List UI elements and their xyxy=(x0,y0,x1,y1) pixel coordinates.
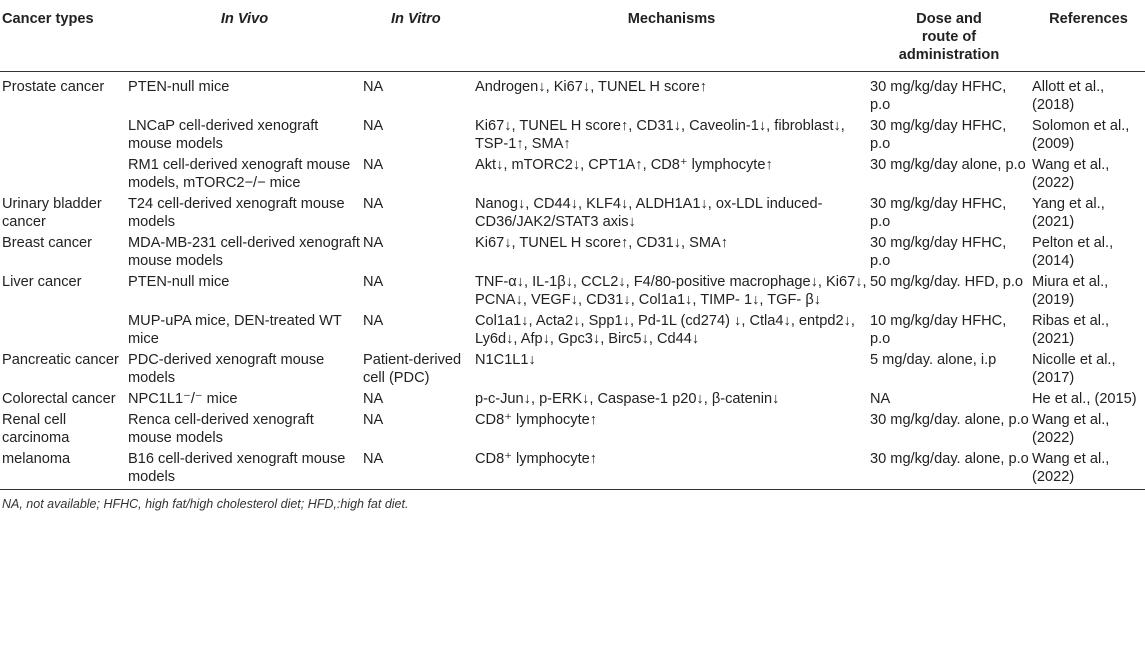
cell-mechanisms: Nanog↓, CD44↓, KLF4↓, ALDH1A1↓, ox-LDL induced-CD36/JAK2/STAT3 axis↓ xyxy=(475,196,823,230)
cell-cancer: melanoma xyxy=(2,451,71,467)
cell-mechanisms: Ki67↓, TUNEL H score↑, CD31↓, SMA↑ xyxy=(475,235,729,251)
cell-mechanisms: Col1a1↓, Acta2↓, Spp1↓, Pd-1L (cd274) ↓, Ctla4↓, entpd2↓, Ly6d↓, Afp↓, Gpc3↓, Birc5↓, Cd44↓ xyxy=(475,313,855,347)
header-in-vivo: In Vivo xyxy=(220,11,269,27)
cell-reference: He et al., (2015) xyxy=(1032,391,1137,407)
cell-in-vivo: PTEN-null mice xyxy=(128,274,230,290)
cell-reference: Nicolle et al., (2017) xyxy=(1032,352,1116,386)
table-row xyxy=(0,450,1145,490)
cell-cancer xyxy=(0,312,126,351)
cell-in-vitro: NA xyxy=(363,196,384,212)
table-row xyxy=(0,273,1145,312)
cell-mechanisms: CD8⁺ lymphocyte↑ xyxy=(475,451,598,467)
cell-dose: 50 mg/kg/day. HFD, p.o xyxy=(870,274,1024,290)
cell-dose: 5 mg/day. alone, i.p xyxy=(870,352,997,368)
cell-mechanisms: CD8⁺ lymphocyte↑ xyxy=(475,412,598,428)
cell-reference: Wang et al., (2022) xyxy=(1032,451,1110,485)
table-footnote: NA, not available; HFHC, high fat/high cholesterol diet; HFD,:high fat diet. xyxy=(2,497,409,511)
table-header xyxy=(0,1,1145,72)
cell-cancer: Urinary bladder cancer xyxy=(2,196,102,230)
cell-dose: 30 mg/kg/day. alone, p.o xyxy=(870,451,1029,467)
cell-reference: Wang et al., (2022) xyxy=(1032,157,1110,191)
cell-in-vivo: Renca cell-derived xenograft mouse models xyxy=(128,412,314,446)
cell-mechanisms: N1C1L1↓ xyxy=(475,352,536,368)
header-references: References xyxy=(1049,11,1128,27)
cell-reference: Solomon et al., (2009) xyxy=(1032,118,1130,152)
header-dose: Dose and route of administration xyxy=(898,11,1000,63)
cell-in-vitro: NA xyxy=(363,274,384,290)
cell-cancer: Breast cancer xyxy=(2,235,93,251)
cell-dose: 30 mg/kg/day HFHC, p.o xyxy=(870,235,1007,269)
cell-in-vivo: LNCaP cell-derived xenograft mouse models xyxy=(128,118,319,152)
table-row xyxy=(0,411,1145,450)
cell-dose: 30 mg/kg/day HFHC, p.o xyxy=(870,196,1007,230)
table-row xyxy=(0,312,1145,351)
cell-cancer: Renal cell carcinoma xyxy=(2,412,70,446)
cell-dose: 30 mg/kg/day alone, p.o xyxy=(870,157,1026,173)
cell-in-vitro: Patient-derived cell (PDC) xyxy=(363,352,462,386)
cell-in-vivo: T24 cell-derived xenograft mouse models xyxy=(128,196,345,230)
cell-reference: Pelton et al., (2014) xyxy=(1032,235,1114,269)
cell-in-vitro: NA xyxy=(363,157,384,173)
cell-dose: NA xyxy=(870,391,891,407)
table-row xyxy=(0,234,1145,273)
cell-dose: 30 mg/kg/day HFHC, p.o xyxy=(870,118,1007,152)
table-row xyxy=(0,195,1145,234)
cell-mechanisms: Akt↓, mTORC2↓, CPT1A↑, CD8⁺ lymphocyte↑ xyxy=(475,157,773,173)
cell-reference: Ribas et al., (2021) xyxy=(1032,313,1110,347)
table-row xyxy=(0,72,1145,118)
cell-dose: 30 mg/kg/day HFHC, p.o xyxy=(870,79,1007,113)
header-cancer-types: Cancer types xyxy=(2,11,94,27)
cell-cancer: Pancreatic cancer xyxy=(2,352,119,368)
cell-in-vitro: NA xyxy=(363,313,384,329)
table-row xyxy=(0,351,1145,390)
cell-in-vivo: PTEN-null mice xyxy=(128,79,230,95)
table-row xyxy=(0,117,1145,156)
cell-in-vivo: RM1 cell-derived xenograft mouse models, mTORC2−/− mice xyxy=(128,157,351,191)
cell-in-vivo: MUP-uPA mice, DEN-treated WT mice xyxy=(128,313,342,347)
cell-cancer: Colorectal cancer xyxy=(2,391,116,407)
cell-in-vivo: NPC1L1⁻/⁻ mice xyxy=(128,391,238,407)
cell-reference: Allott et al., (2018) xyxy=(1032,79,1105,113)
cell-mechanisms: TNF-α↓, IL-1β↓, CCL2↓, F4/80-positive macrophage↓, Ki67↓, PCNA↓, VEGF↓, CD31↓, Col1a1↓, TIMP- 1↓, TGF- β↓ xyxy=(475,274,867,308)
header-in-vitro: In Vitro xyxy=(391,11,441,27)
cell-in-vivo: PDC-derived xenograft mouse models xyxy=(128,352,325,386)
cell-cancer: Liver cancer xyxy=(2,274,82,290)
cell-in-vivo: B16 cell-derived xenograft mouse models xyxy=(128,451,346,485)
cell-cancer xyxy=(0,156,126,195)
cell-mechanisms: p-c-Jun↓, p-ERK↓, Caspase-1 p20↓, β-catenin↓ xyxy=(475,391,780,407)
cell-dose: 10 mg/kg/day HFHC, p.o xyxy=(870,313,1007,347)
cell-cancer: Prostate cancer xyxy=(2,79,105,95)
header-mechanisms: Mechanisms xyxy=(627,11,716,27)
table-row xyxy=(0,390,1145,411)
table-body xyxy=(0,72,1145,490)
table-row xyxy=(0,156,1145,195)
cell-reference: Yang et al., (2021) xyxy=(1032,196,1105,230)
cell-in-vitro: NA xyxy=(363,451,384,467)
cell-cancer xyxy=(0,117,126,156)
cell-reference: Wang et al., (2022) xyxy=(1032,412,1110,446)
cell-reference: Miura et al., (2019) xyxy=(1032,274,1109,308)
cell-dose: 30 mg/kg/day. alone, p.o xyxy=(870,412,1029,428)
cell-mechanisms: Androgen↓, Ki67↓, TUNEL H score↑ xyxy=(475,79,707,95)
header-row xyxy=(0,1,1145,72)
cell-in-vitro: NA xyxy=(363,235,384,251)
cell-in-vitro: NA xyxy=(363,412,384,428)
cell-in-vitro: NA xyxy=(363,391,384,407)
cell-in-vitro: NA xyxy=(363,79,384,95)
cell-mechanisms: Ki67↓, TUNEL H score↑, CD31↓, Caveolin-1↓, fibroblast↓, TSP-1↑, SMA↑ xyxy=(475,118,845,152)
cell-in-vivo: MDA-MB-231 cell-derived xenograft mouse models xyxy=(128,235,360,269)
cell-in-vitro: NA xyxy=(363,118,384,134)
